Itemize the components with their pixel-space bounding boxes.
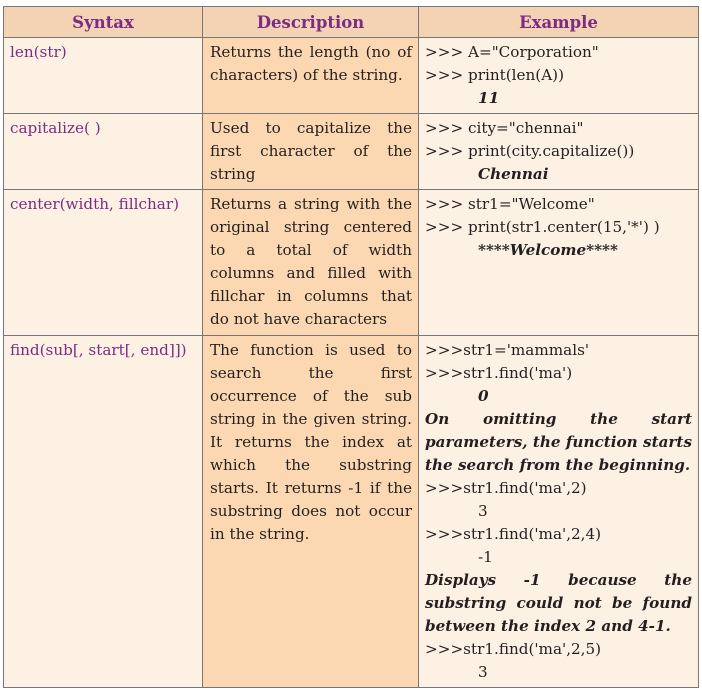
code-line: >>> A="Corporation"	[425, 43, 599, 61]
example-cell	[419, 38, 699, 114]
example-cell	[419, 336, 699, 688]
code-output: Chennai	[478, 165, 549, 183]
code-line: >>> str1="Welcome"	[425, 195, 595, 213]
syntax-cell	[4, 336, 203, 688]
code-output: 0	[478, 387, 489, 405]
code-line: >>>str1.find('ma',2,4)	[425, 525, 602, 543]
description-cell	[203, 336, 419, 688]
description-cell	[203, 114, 419, 190]
string-functions-table	[3, 6, 699, 688]
code-line: >>>str1='mammals'	[425, 341, 590, 359]
code-output: ****Welcome****	[478, 241, 618, 259]
example-cell	[419, 190, 699, 336]
header-description: Description	[203, 7, 419, 38]
description-text: Used to capitalize the first character of the string	[210, 119, 412, 183]
table-row-center	[4, 190, 699, 336]
code-line: >>>str1.find('ma',2,5)	[425, 640, 602, 658]
syntax-cell	[4, 190, 203, 336]
table-row-find	[4, 336, 699, 688]
syntax-text: find(sub[, start[, end]])	[10, 341, 187, 359]
example-cell	[419, 114, 699, 190]
description-text: Returns a string with the original string centered to a total of width columns and filled with fillchar in columns that do not have characters	[210, 195, 412, 328]
syntax-cell	[4, 114, 203, 190]
description-cell	[203, 38, 419, 114]
table-row-len	[4, 38, 699, 114]
header-syntax: Syntax	[4, 7, 203, 38]
code-line: >>>str1.find('ma')	[425, 364, 573, 382]
code-output: -1	[478, 548, 493, 566]
code-output: 3	[478, 663, 488, 681]
syntax-cell	[4, 38, 203, 114]
description-cell	[203, 190, 419, 336]
code-line: >>>str1.find('ma',2)	[425, 479, 587, 497]
syntax-text: len(str)	[10, 43, 67, 61]
code-line: >>> city="chennai"	[425, 119, 584, 137]
example-note: Displays -1 because the substring could not be found between the index 2 and 4-1.	[425, 571, 692, 635]
description-text: Returns the length (no of characters) of the string.	[210, 43, 412, 84]
syntax-text: capitalize( )	[10, 119, 101, 137]
example-note: On omitting the start parameters, the function starts the search from the beginning.	[425, 410, 692, 474]
code-output: 3	[478, 502, 488, 520]
code-line: >>> print(len(A))	[425, 66, 565, 84]
syntax-text: center(width, fillchar)	[10, 195, 180, 213]
code-line: >>> print(str1.center(15,'*') )	[425, 218, 660, 236]
code-output: 11	[478, 89, 500, 107]
code-line: >>> print(city.capitalize())	[425, 142, 635, 160]
table-row-capitalize	[4, 114, 699, 190]
header-example: Example	[419, 7, 699, 38]
description-text: The function is used to search the first occurrence of the sub string in the given string. It returns the index at which the substring starts. It returns -1 if the substring does not occur in the string.	[210, 341, 412, 543]
header-row	[4, 7, 699, 38]
